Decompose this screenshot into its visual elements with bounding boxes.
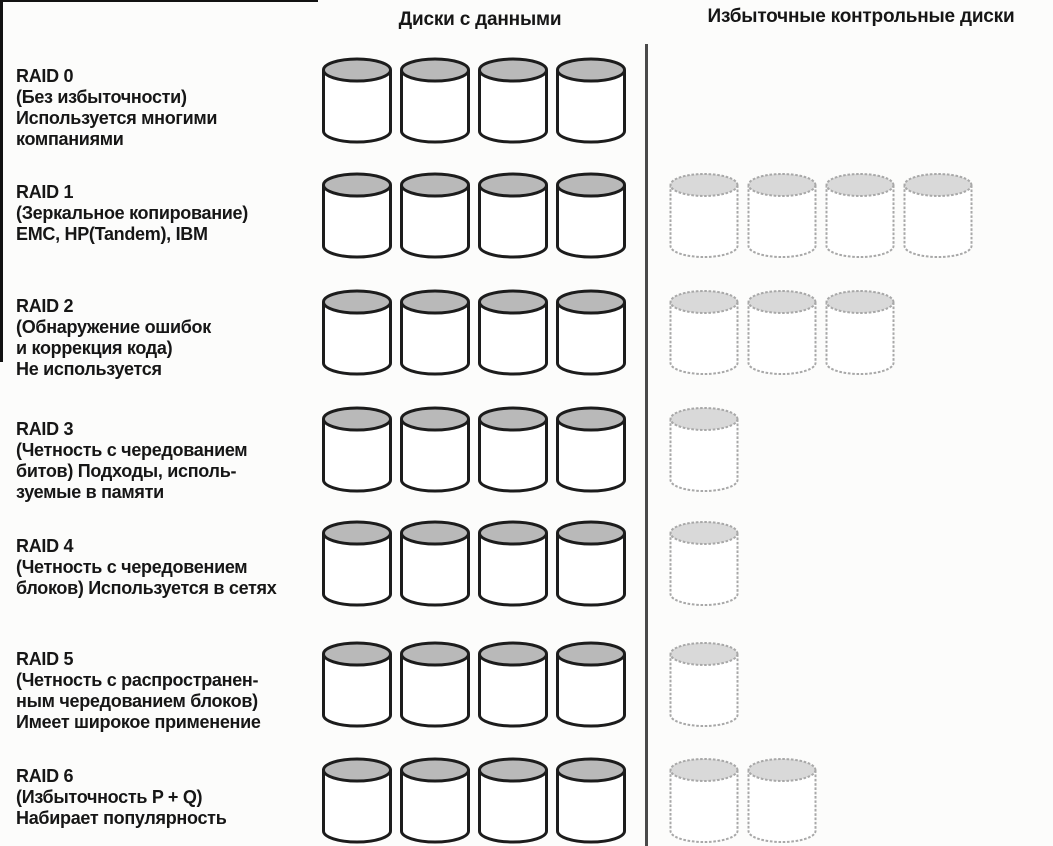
raid-description-line: (Четность с чередованием	[16, 440, 248, 460]
data-disk-icon	[398, 756, 472, 846]
data-disk-icon	[398, 288, 472, 378]
raid-description-line: компаниями	[16, 129, 124, 149]
redundant-disk-icon	[745, 288, 819, 378]
raid-description-line: и коррекция кода)	[16, 338, 173, 358]
data-disk-icon	[320, 756, 394, 846]
raid-description-line: Имеет широкое применение	[16, 712, 261, 732]
raid-description-line: (Четность с чередовением	[16, 557, 248, 577]
data-disk-icon	[398, 56, 472, 146]
redundant-disk-icon	[823, 288, 897, 378]
data-disk-icon	[476, 56, 550, 146]
raid-level-label-raid-6	[16, 766, 316, 829]
raid-name: RAID 6	[16, 766, 74, 786]
column-divider	[645, 44, 648, 846]
raid-name: RAID 1	[16, 182, 74, 202]
redundant-disk-icon	[667, 519, 741, 609]
redundant-disk-icon	[901, 171, 975, 261]
data-disk-icon	[320, 171, 394, 261]
raid-description-line: (Четность с распространен-	[16, 670, 259, 690]
data-disk-icon	[476, 640, 550, 730]
data-disk-icon	[554, 640, 628, 730]
raid-level-label-raid-1	[16, 182, 316, 245]
raid-name: RAID 0	[16, 66, 74, 86]
raid-description-line: (Избыточность P + Q)	[16, 787, 203, 807]
scan-edge-top	[0, 0, 318, 2]
data-disk-icon	[398, 640, 472, 730]
data-disk-icon	[320, 640, 394, 730]
data-disk-icon	[554, 56, 628, 146]
data-disk-icon	[476, 405, 550, 495]
raid-description-line: (Без избыточности)	[16, 87, 187, 107]
data-disk-icon	[476, 171, 550, 261]
raid-level-label-raid-3	[16, 419, 316, 503]
redundant-disk-icon	[823, 171, 897, 261]
raid-description-line: Используется многими	[16, 108, 218, 128]
data-disk-icon	[554, 288, 628, 378]
redundant-disk-icon	[745, 756, 819, 846]
data-disk-icon	[476, 288, 550, 378]
raid-name: RAID 2	[16, 296, 74, 316]
redundant-disks-header: Избыточные контрольные диски	[707, 6, 1015, 27]
raid-name: RAID 3	[16, 419, 74, 439]
data-disk-icon	[554, 519, 628, 609]
raid-description-line: Набирает популярность	[16, 808, 227, 828]
data-disk-icon	[398, 171, 472, 261]
data-disk-icon	[398, 405, 472, 495]
raid-description-line: ным чередованием блоков)	[16, 691, 258, 711]
raid-name: RAID 4	[16, 536, 74, 556]
raid-description-line: (Зеркальное копирование)	[16, 203, 248, 223]
data-disk-icon	[554, 756, 628, 846]
raid-level-label-raid-0	[16, 66, 316, 150]
raid-level-label-raid-2	[16, 296, 316, 380]
data-disk-icon	[320, 56, 394, 146]
redundant-disk-icon	[667, 640, 741, 730]
raid-description-line: (Обнаружение ошибок	[16, 317, 211, 337]
data-disk-icon	[398, 519, 472, 609]
redundant-disk-icon	[667, 756, 741, 846]
data-disk-icon	[476, 756, 550, 846]
raid-description-line: битов) Подходы, исполь-	[16, 461, 237, 481]
data-disk-icon	[320, 519, 394, 609]
redundant-disk-icon	[667, 171, 741, 261]
raid-level-label-raid-5	[16, 649, 316, 733]
data-disks-header: Диски с данными	[398, 9, 562, 30]
data-disk-icon	[476, 519, 550, 609]
raid-description-line: Не используется	[16, 359, 162, 379]
raid-description-line: зуемые в памяти	[16, 482, 164, 502]
raid-level-label-raid-4	[16, 536, 316, 599]
raid-description-line: EMC, HP(Tandem), IBM	[16, 224, 208, 244]
raid-description-line: блоков) Используется в сетях	[16, 578, 277, 598]
redundant-disk-icon	[667, 288, 741, 378]
data-disk-icon	[554, 405, 628, 495]
data-disk-icon	[554, 171, 628, 261]
data-disk-icon	[320, 288, 394, 378]
raid-name: RAID 5	[16, 649, 74, 669]
redundant-disk-icon	[667, 405, 741, 495]
scan-edge-left	[0, 0, 3, 362]
redundant-disk-icon	[745, 171, 819, 261]
data-disk-icon	[320, 405, 394, 495]
